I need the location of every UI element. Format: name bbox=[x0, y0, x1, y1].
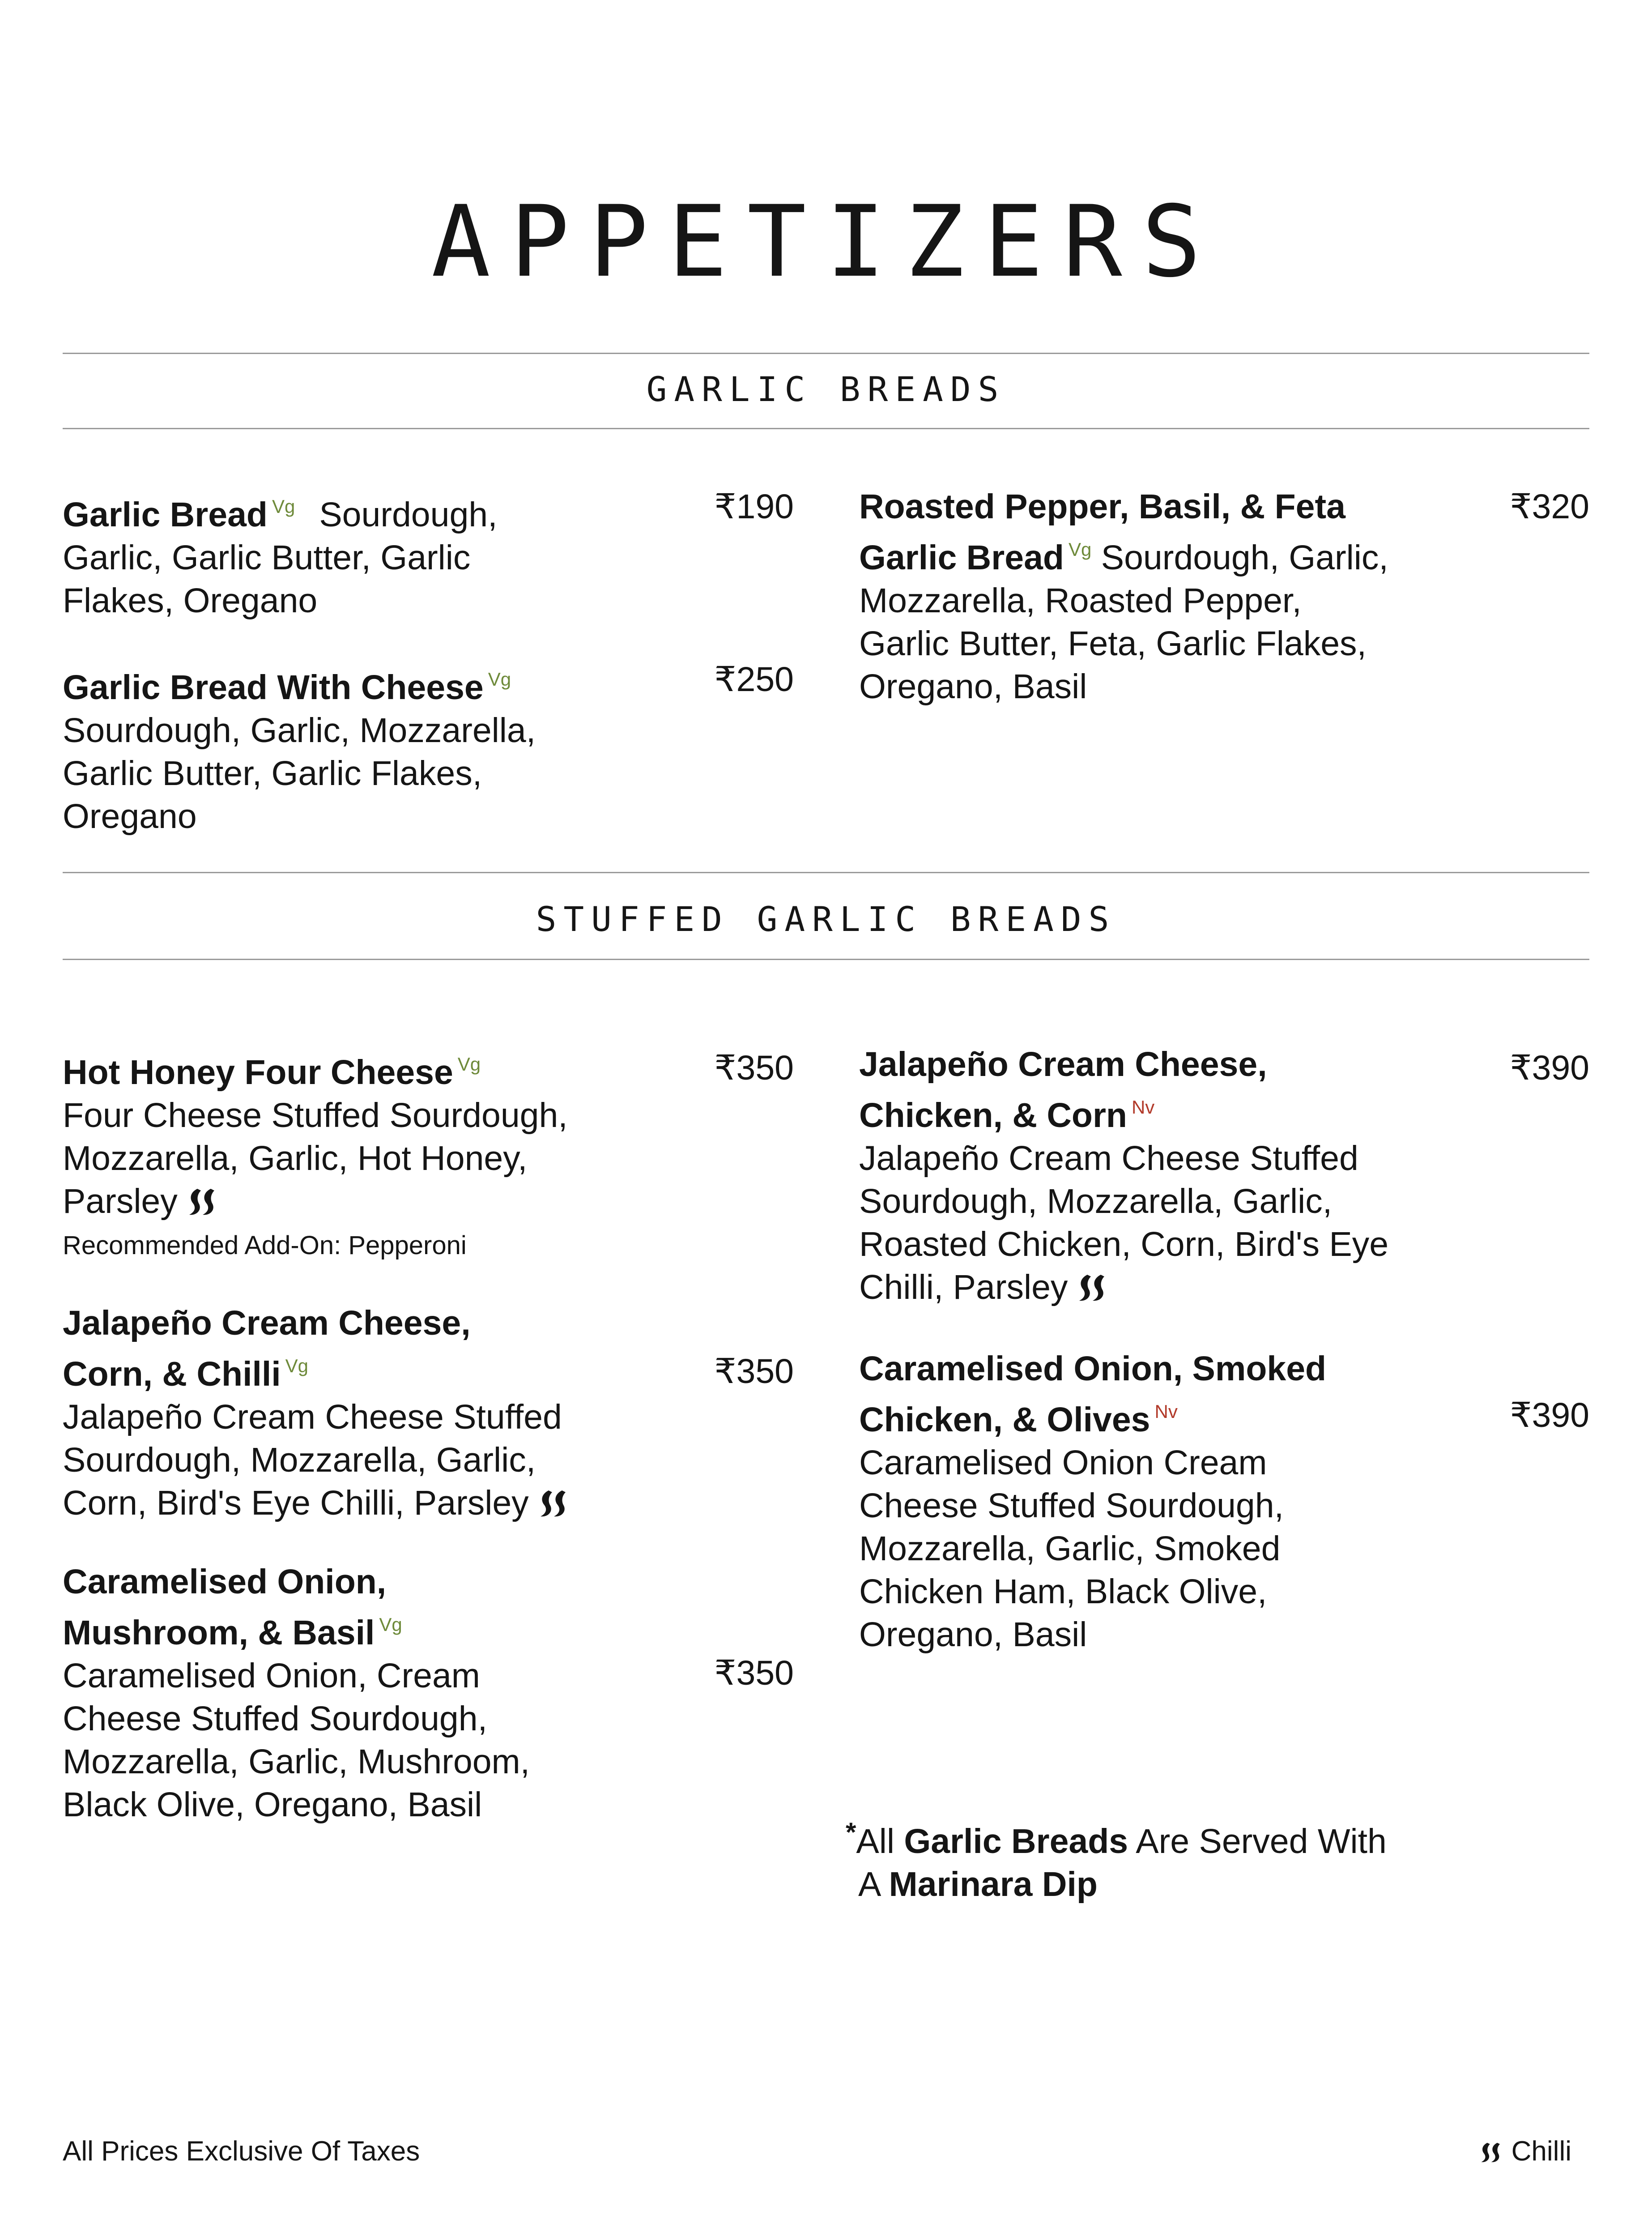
chilli-icon bbox=[1076, 1270, 1109, 1313]
veg-badge: Vg bbox=[1068, 539, 1092, 560]
item-name: Garlic Bread bbox=[63, 495, 268, 534]
veg-badge: Vg bbox=[379, 1614, 402, 1635]
item-description: Caramelised Onion Cream Cheese Stuffed Sourdough, Mozzarella, Garlic, Smoked Chicken Ham, Black Olive, Oregano, Basil bbox=[859, 1443, 1284, 1654]
item-name: Jalapeño Cream Cheese, Corn, & Chilli bbox=[63, 1304, 471, 1393]
menu-item-caramelised-onion-smoked-chicken-olives bbox=[859, 1347, 1351, 1656]
section-heading-stuffed-garlic-breads: STUFFED GARLIC BREADS bbox=[536, 899, 1116, 939]
nonveg-badge: Nv bbox=[1154, 1401, 1178, 1422]
nonveg-badge: Nv bbox=[1131, 1097, 1155, 1118]
chilli-icon bbox=[1478, 2136, 1503, 2167]
menu-item-hot-honey-four-cheese bbox=[63, 1043, 591, 1227]
recommended-addon: Recommended Add-On: Pepperoni bbox=[63, 1231, 467, 1260]
item-name: Caramelised Onion, Mushroom, & Basil bbox=[63, 1563, 387, 1652]
item-name: Garlic Bread With Cheese bbox=[63, 668, 484, 707]
footer-tax-note: All Prices Exclusive Of Taxes bbox=[63, 2136, 420, 2167]
chilli-legend-label: Chilli bbox=[1511, 2136, 1571, 2167]
note-asterisk: * bbox=[846, 1817, 856, 1847]
item-price: ₹390 bbox=[1510, 1049, 1589, 1087]
item-name: Roasted Pepper, Basil, & Feta Garlic Bread bbox=[859, 487, 1345, 577]
served-with-note: *All Garlic Breads Are Served With A Marinara Dip bbox=[846, 1817, 1387, 1904]
chilli-icon bbox=[186, 1184, 219, 1227]
veg-badge: Vg bbox=[285, 1355, 309, 1376]
item-name: Hot Honey Four Cheese bbox=[63, 1053, 453, 1092]
item-description: Sourdough, Garlic, Garlic Butter, Garlic Flakes, Oregano bbox=[63, 495, 498, 620]
veg-badge: Vg bbox=[457, 1054, 481, 1075]
menu-item-garlic-bread-with-cheese bbox=[63, 658, 591, 838]
divider bbox=[63, 353, 1589, 354]
veg-badge: Vg bbox=[488, 669, 511, 690]
divider bbox=[63, 428, 1589, 429]
item-description: Four Cheese Stuffed Sourdough, Mozzarella, Garlic, Hot Honey, Parsley bbox=[63, 1096, 568, 1221]
item-price: ₹250 bbox=[714, 660, 794, 699]
item-name: Caramelised Onion, Smoked Chicken, & Olives bbox=[859, 1349, 1327, 1439]
menu-item-jalapeno-cream-cheese-corn-chilli bbox=[63, 1302, 591, 1529]
item-description: Jalapeño Cream Cheese Stuffed Sourdough, Mozzarella, Garlic, Corn, Bird's Eye Chilli, Parsley bbox=[63, 1398, 562, 1522]
page-title: APPETIZERS bbox=[431, 184, 1221, 299]
item-description: Sourdough, Garlic, Mozzarella, Roasted Pepper, Garlic Butter, Feta, Garlic Flakes, Oregano, Basil bbox=[859, 538, 1388, 706]
menu-item-caramelised-onion-mushroom-basil bbox=[63, 1560, 591, 1826]
item-price: ₹390 bbox=[1510, 1396, 1589, 1434]
item-price: ₹350 bbox=[714, 1654, 794, 1692]
menu-item-garlic-bread bbox=[63, 485, 591, 622]
item-name: Jalapeño Cream Cheese, Chicken, & Corn bbox=[859, 1045, 1267, 1135]
veg-badge: Vg bbox=[272, 496, 295, 517]
item-price: ₹320 bbox=[1510, 487, 1589, 526]
chilli-legend bbox=[1478, 2136, 1571, 2167]
item-price: ₹350 bbox=[714, 1352, 794, 1391]
item-price: ₹190 bbox=[714, 487, 794, 526]
chilli-icon bbox=[537, 1486, 570, 1529]
divider bbox=[63, 959, 1589, 960]
menu-item-jalapeno-cream-cheese-chicken-corn bbox=[859, 1043, 1414, 1313]
item-price: ₹350 bbox=[714, 1049, 794, 1087]
divider bbox=[63, 872, 1589, 873]
section-heading-garlic-breads: GARLIC BREADS bbox=[646, 369, 1006, 409]
item-description: Jalapeño Cream Cheese Stuffed Sourdough, Mozzarella, Garlic, Roasted Chicken, Corn, Bird's Eye Chilli, Parsley bbox=[859, 1139, 1389, 1306]
item-description: Caramelised Onion, Cream Cheese Stuffed Sourdough, Mozzarella, Garlic, Mushroom, Black Olive, Oregano, Basil bbox=[63, 1656, 530, 1824]
item-description: Sourdough, Garlic, Mozzarella, Garlic Butter, Garlic Flakes, Oregano bbox=[63, 711, 536, 836]
menu-item-roasted-pepper-basil-feta-garlic-bread bbox=[859, 485, 1396, 708]
